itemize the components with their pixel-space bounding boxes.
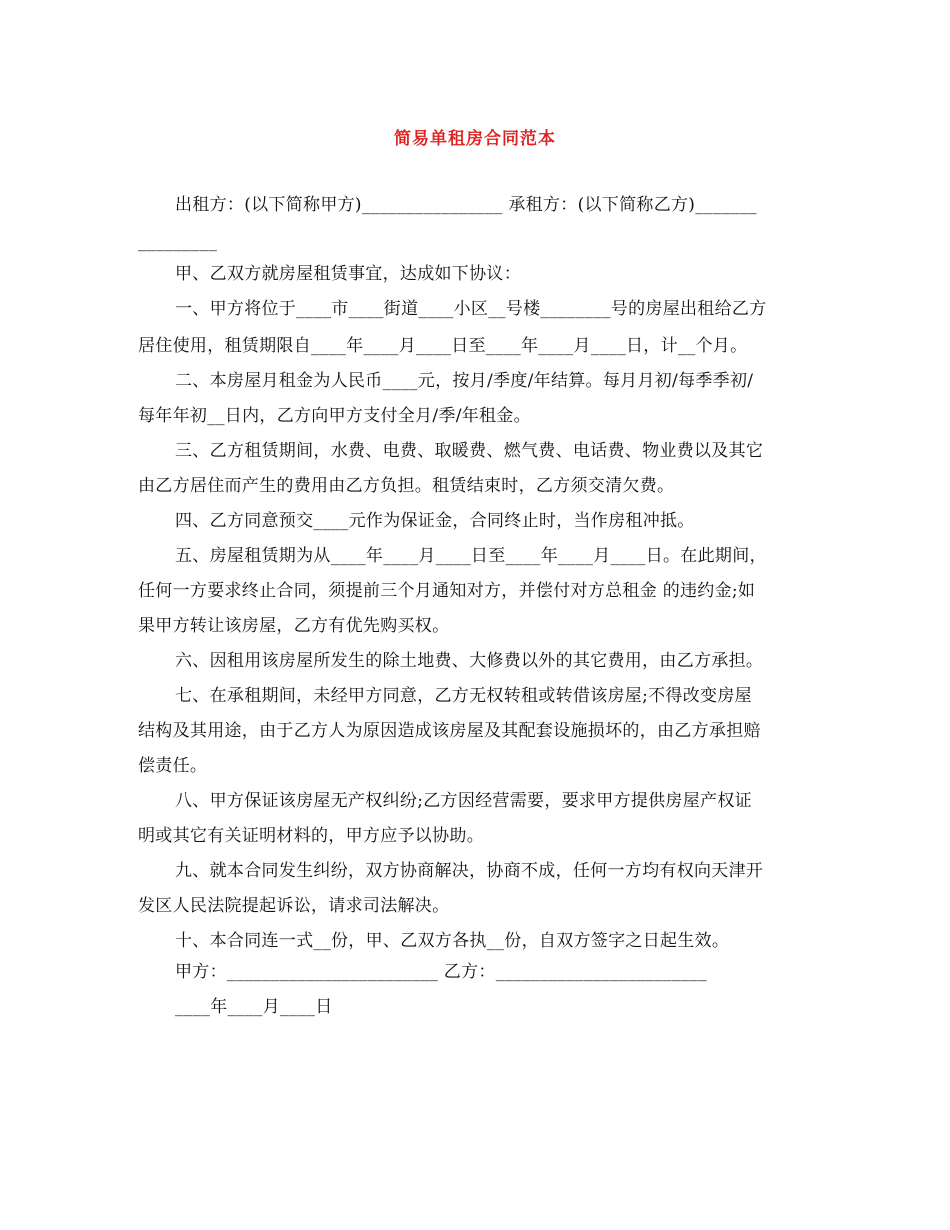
clause-5-line-3: 果甲方转让该房屋，乙方有优先购买权。 — [138, 616, 450, 636]
clause-3-line-2: 由乙方居住而产生的费用由乙方负担。租赁结束时，乙方须交清欠费。 — [138, 476, 675, 496]
clause-7-line-2: 结构及其用途，由于乙方人为原因造成该房屋及其配套设施损坏的，由乙方承担赔 — [138, 721, 761, 741]
agreement-intro: 甲、乙双方就房屋租赁事宜，达成如下协议： — [175, 264, 521, 284]
clause-1-line-2: 居住使用，租赁期限自____年____月____日至____年____月____日，计__个月。 — [138, 336, 748, 356]
clause-9-line-1: 九、就本合同发生纠纷，双方协商解决，协商不成，任何一方均有权向天津开 — [175, 861, 764, 881]
clause-2-line-1: 二、本房屋月租金为人民币____元，按月/季度/年结算。每月月初/每季季初/ — [175, 371, 754, 391]
clause-7-line-3: 偿责任。 — [138, 756, 208, 776]
clause-6-line-1: 六、因租用该房屋所发生的除土地费、大修费以外的其它费用，由乙方承担。 — [175, 651, 764, 671]
clause-7-line-1: 七、在承租期间，未经甲方同意，乙方无权转租或转借该房屋;不得改变房屋 — [175, 686, 752, 706]
parties-line: 出租方：(以下简称甲方)________________ 承租方：(以下简称乙方)_______ — [175, 195, 757, 215]
clause-8-line-1: 八、甲方保证该房屋无产权纠纷;乙方因经营需要，要求甲方提供房屋产权证 — [175, 791, 752, 811]
parties-line-continued: _________ — [138, 232, 218, 252]
clause-1-line-1: 一、甲方将位于____市____街道____小区__号楼________号的房屋出租给乙方 — [175, 299, 767, 319]
clause-8-line-2: 明或其它有关证明材料的，甲方应予以协助。 — [138, 826, 484, 846]
signature-line: 甲方：________________________ 乙方：________________________ — [175, 962, 707, 982]
clause-5-line-1: 五、房屋租赁期为从____年____月____日至____年____月____日。在此期间， — [175, 546, 767, 566]
date-line: ____年____月____日 — [175, 997, 333, 1017]
clause-3-line-1: 三、乙方租赁期间，水费、电费、取暖费、燃气费、电话费、物业费以及其它 — [175, 441, 764, 461]
document-title: 简易单租房合同范本 — [394, 129, 556, 149]
clause-10-line-1: 十、本合同连一式__份，甲、乙双方各执__份，自双方签字之日起生效。 — [175, 931, 730, 951]
clause-2-line-2: 每年年初__日内，乙方向甲方支付全月/季/年租金。 — [138, 406, 531, 426]
clause-5-line-2: 任何一方要求终止合同，须提前三个月通知对方，并偿付对方总租金 的违约金;如 — [138, 581, 756, 601]
clause-9-line-2: 发区人民法院提起诉讼，请求司法解决。 — [138, 896, 450, 916]
clause-4-line-1: 四、乙方同意预交____元作为保证金，合同终止时，当作房租冲抵。 — [175, 511, 695, 531]
